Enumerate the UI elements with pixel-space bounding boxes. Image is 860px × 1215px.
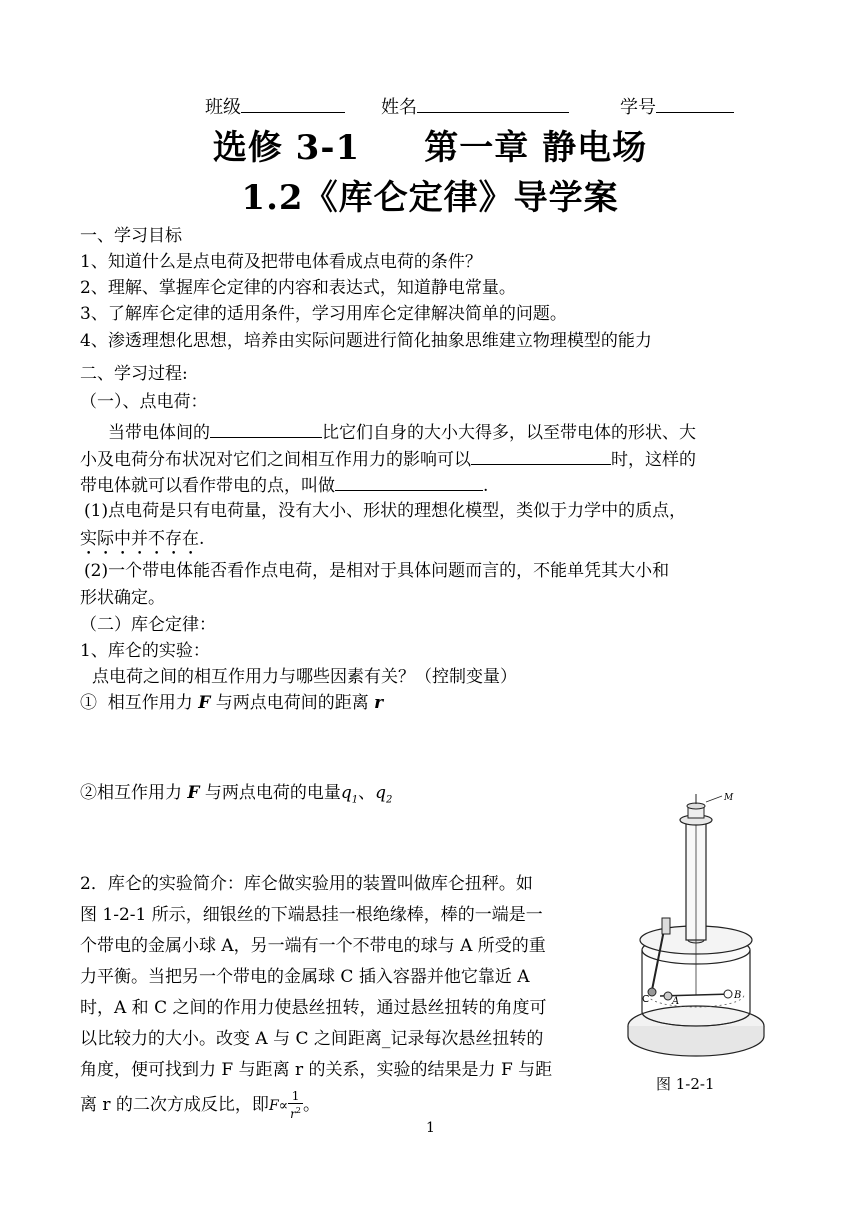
goal-item: 4、渗透理想化思想，培养由实际问题进行简化抽象思维建立物理模型的能力 [80, 331, 652, 351]
term-blank[interactable] [335, 474, 483, 491]
charge-q2 [375, 783, 393, 806]
note2-line2: 形状确定。 [80, 588, 165, 608]
goals-heading: 一、学习目标 [80, 226, 182, 246]
charge-q1 [340, 783, 359, 806]
point-charge-heading: （一）、点电荷： [80, 392, 208, 412]
def-text: 小及电荷分布状况对它们之间相互作用力的影响可以 [80, 450, 471, 470]
figure-caption: 图 1-2-1 [656, 1075, 715, 1093]
id-label: 学号 [620, 97, 656, 118]
note1-emphasis: 实际中并不存在. [80, 529, 205, 549]
experiment-heading: 1、库仑的实验： [80, 641, 210, 661]
item-text: ① 相互作用力 [80, 693, 199, 713]
label-A: A [672, 996, 680, 1007]
factor-question: 点电荷之间的相互作用力与哪些因素有关？（控制变量） [92, 667, 517, 687]
intro-line: 2．库仑的实验简介：库仑做实验用的装置叫做库仑扭秤。如 [80, 874, 533, 894]
point-charge-def-line3 [80, 474, 488, 497]
note2-line1: (2)一个带电体能否看作点电荷，是相对于具体问题而言的，不能单凭其大小和 [84, 561, 670, 581]
def-text: 比它们自身的大小大得多，以至带电体的形状、大 [322, 423, 696, 443]
item-text: 与两点电荷的电量 [199, 783, 341, 803]
class-blank[interactable] [241, 96, 345, 113]
id-field [620, 96, 734, 119]
intro-line: 个带电的金属小球 A，另一端有一个不带电的球与 A 所受的重 [80, 936, 546, 956]
goal-item: 3、了解库仑定律的适用条件，学习用库仑定律解决简单的问题。 [80, 304, 567, 324]
class-field [205, 96, 345, 119]
intro-line: 时，A 和 C 之间的作用力使悬丝扭转，通过悬丝扭转的角度可 [80, 998, 547, 1018]
name-label: 姓名 [381, 97, 417, 118]
intro-text: 离 r 的二次方成反比，即 [80, 1095, 269, 1115]
intro-text: 。 [302, 1095, 320, 1115]
ignore-blank[interactable] [471, 448, 611, 465]
name-field [381, 96, 569, 119]
def-text: 当带电体间的 [108, 423, 210, 443]
distance-blank[interactable] [210, 421, 322, 438]
lesson-title: 1.2《库仑定律》导学案 [241, 178, 619, 218]
factor-item-distance [80, 692, 383, 714]
chapter-title: 选修 3-1 第一章 静电场 [212, 128, 648, 168]
process-heading: 二、学习过程: [80, 364, 188, 384]
intro-line: 以比较力的大小。改变 A 与 C 之间距离_记录每次悬丝扭转的 [80, 1029, 544, 1049]
intro-line: 角度，便可找到力 F 与距离 r 的关系，实验的结果是力 F 与距 [80, 1060, 553, 1080]
item-text: ②相互作用力 [80, 783, 188, 803]
def-text: 带电体就可以看作带电的点，叫做 [80, 476, 335, 496]
q-symbol: q [340, 783, 352, 803]
page-number: 1 [426, 1120, 435, 1136]
point-charge-def-line2 [80, 448, 696, 471]
def-text: 时，这样的 [611, 450, 696, 470]
def-text: . [483, 476, 489, 496]
intro-line: 图 1-2-1 所示，细银丝的下端悬挂一根绝缘棒，棒的一端是一 [80, 905, 543, 925]
formula-numerator: 1 [288, 1090, 303, 1104]
note1-text: (1)点电荷是只有电荷量，没有大小、形状的理想化模型，类似于力学中的质点， [84, 501, 687, 521]
goal-item: 2、理解、掌握库仑定律的内容和表达式，知道静电常量。 [80, 278, 516, 298]
den-exponent: 2 [295, 1106, 301, 1115]
distance-symbol: r [374, 693, 384, 713]
force-symbol: F [198, 693, 211, 713]
formula-denominator [288, 1104, 303, 1121]
id-blank[interactable] [656, 96, 734, 113]
name-blank[interactable] [417, 96, 569, 113]
torsion-balance-figure [622, 790, 770, 1062]
experiment-intro [80, 869, 620, 1122]
note1-line1 [84, 500, 686, 522]
label-M: M [724, 793, 734, 803]
q-subscript: 1 [351, 794, 359, 806]
note1-line2 [80, 528, 204, 559]
factor-item-charge [80, 782, 392, 811]
formula-F: F [268, 1098, 279, 1114]
separator: 、 [358, 783, 376, 803]
intro-line: 力平衡。当把另一个带电的金属球 C 插入容器并他它靠近 A [80, 967, 530, 987]
item-text: 与两点电荷间的距离 [210, 693, 375, 713]
intro-last-line [80, 1090, 620, 1122]
goal-item: 1、知道什么是点电荷及把带电体看成点电荷的条件？ [80, 252, 482, 272]
torsion-balance-illustration [622, 790, 770, 1062]
point-charge-def-line1 [108, 421, 696, 444]
label-B: B [734, 990, 742, 1001]
formula-prop: ∝ [278, 1098, 289, 1114]
den-symbol: r [290, 1107, 296, 1121]
label-C: C [642, 994, 649, 1005]
formula-fraction [288, 1090, 303, 1121]
q-subscript: 2 [386, 794, 393, 806]
q-symbol: q [375, 783, 387, 803]
coulomb-law-heading: （二）库仑定律： [80, 615, 216, 635]
class-label: 班级 [205, 97, 241, 118]
force-symbol: F [187, 783, 200, 803]
